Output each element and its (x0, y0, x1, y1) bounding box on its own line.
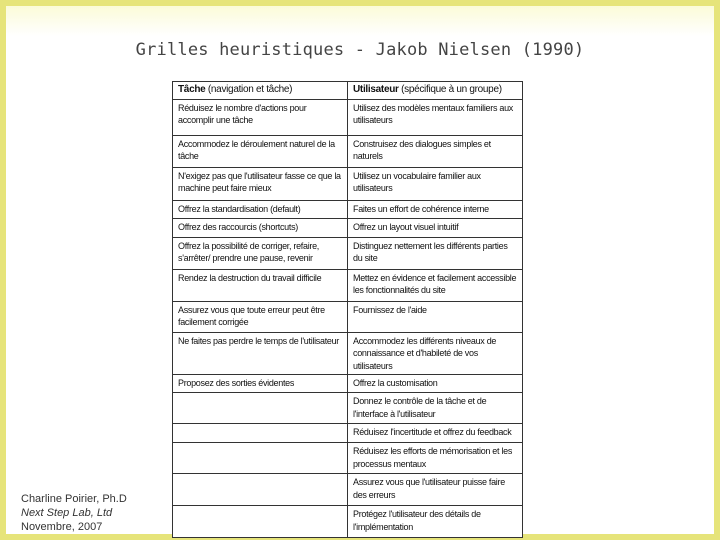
table-row (173, 99, 523, 135)
table-row (173, 237, 523, 269)
table-row (173, 443, 523, 474)
header-utilisateur (348, 82, 523, 100)
footer-author: Charline Poirier, Ph.D (21, 493, 127, 505)
header-utilisateur-rest: (spécifique à un groupe) (398, 84, 502, 95)
cell-utilisateur: Donnez le contrôle de la tâche et de l'interface à l'utilisateur (348, 393, 523, 424)
cell-utilisateur: Réduisez les efforts de mémorisation et les processus mentaux (348, 443, 523, 474)
cell-tache: Offrez des raccourcis (shortcuts) (173, 218, 348, 237)
table-row (173, 269, 523, 301)
cell-tache (173, 506, 348, 538)
table-row (173, 301, 523, 332)
cell-utilisateur: Protégez l'utilisateur des détails de l'implémentation (348, 506, 523, 538)
cell-tache: N'exigez pas que l'utilisateur fasse ce que la machine peut faire mieux (173, 167, 348, 200)
cell-utilisateur: Utilisez des modèles mentaux familiers aux utilisateurs (348, 99, 523, 135)
header-utilisateur-bold: Utilisateur (353, 84, 399, 95)
cell-utilisateur: Fournissez de l'aide (348, 301, 523, 332)
header-tache-bold: Tâche (178, 84, 206, 95)
cell-utilisateur: Accommodez les différents niveaux de connaissance et d'habileté de vos utilisateurs (348, 332, 523, 375)
table-row (173, 506, 523, 538)
table-row (173, 200, 523, 218)
cell-utilisateur: Utilisez un vocabulaire familier aux utilisateurs (348, 167, 523, 200)
header-tache-rest: (navigation et tâche) (205, 84, 293, 95)
footer-date: Novembre, 2007 (21, 521, 103, 533)
cell-tache (173, 393, 348, 424)
footer (21, 492, 127, 534)
cell-utilisateur: Réduisez l'incertitude et offrez du feedback (348, 424, 523, 443)
table-row (173, 474, 523, 506)
cell-tache (173, 424, 348, 443)
cell-tache: Accommodez le déroulement naturel de la tâche (173, 135, 348, 167)
cell-tache: Offrez la possibilité de corriger, refaire, s'arrêter/ prendre une pause, revenir (173, 237, 348, 269)
cell-tache: Offrez la standardisation (default) (173, 200, 348, 218)
slide-title: Grilles heuristiques - Jakob Nielsen (1990) (135, 40, 585, 60)
cell-tache: Réduisez le nombre d'actions pour accomplir une tâche (173, 99, 348, 135)
table-row (173, 218, 523, 237)
cell-utilisateur: Assurez vous que l'utilisateur puisse faire des erreurs (348, 474, 523, 506)
cell-tache (173, 443, 348, 474)
cell-tache: Assurez vous que toute erreur peut être facilement corrigée (173, 301, 348, 332)
footer-company: Next Step Lab, Ltd (21, 507, 113, 519)
cell-utilisateur: Construisez des dialogues simples et naturels (348, 135, 523, 167)
cell-utilisateur: Distinguez nettement les différents parties du site (348, 237, 523, 269)
table-row (173, 393, 523, 424)
table-row (173, 332, 523, 375)
heuristics-table (172, 81, 523, 538)
header-tache (173, 82, 348, 100)
cell-tache: Proposez des sorties évidentes (173, 375, 348, 393)
cell-utilisateur: Offrez un layout visuel intuitif (348, 218, 523, 237)
table-header-row (173, 82, 523, 100)
cell-tache: Rendez la destruction du travail difficile (173, 269, 348, 301)
table-row (173, 167, 523, 200)
table-row (173, 424, 523, 443)
cell-utilisateur: Mettez en évidence et facilement accessible les fonctionnalités du site (348, 269, 523, 301)
cell-utilisateur: Faites un effort de cohérence interne (348, 200, 523, 218)
table-row (173, 135, 523, 167)
cell-tache (173, 474, 348, 506)
table-row (173, 375, 523, 393)
cell-utilisateur: Offrez la customisation (348, 375, 523, 393)
cell-tache: Ne faites pas perdre le temps de l'utilisateur (173, 332, 348, 375)
